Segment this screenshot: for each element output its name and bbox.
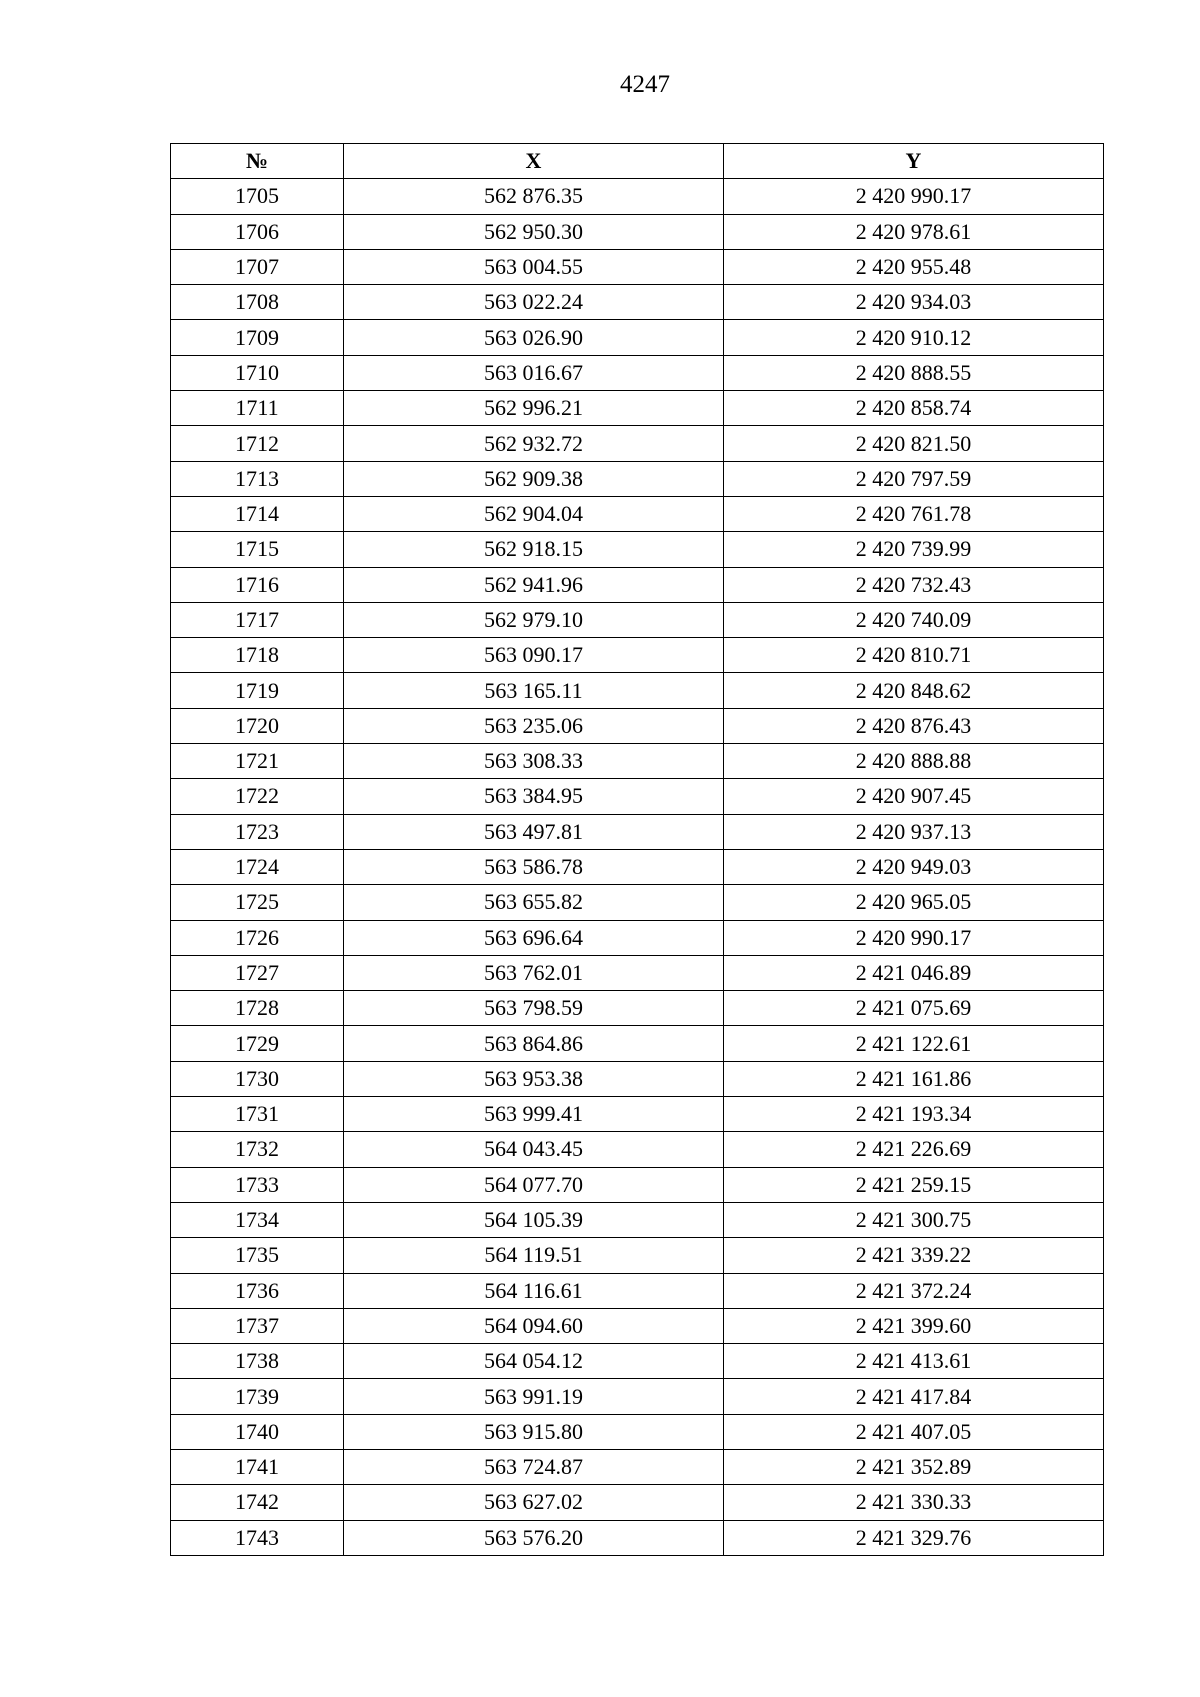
x-coordinate-cell: 563 497.81 [344, 814, 724, 849]
point-number-cell: 1712 [171, 426, 344, 461]
y-coordinate-cell: 2 420 732.43 [724, 567, 1104, 602]
point-number-cell: 1737 [171, 1308, 344, 1343]
x-coordinate-cell: 563 798.59 [344, 991, 724, 1026]
y-coordinate-cell: 2 421 300.75 [724, 1202, 1104, 1237]
y-coordinate-cell: 2 420 761.78 [724, 496, 1104, 531]
table-row [171, 1202, 1104, 1237]
table-row [171, 567, 1104, 602]
table-row [171, 885, 1104, 920]
point-number-cell: 1738 [171, 1344, 344, 1379]
y-coordinate-cell: 2 420 888.88 [724, 744, 1104, 779]
point-number-cell: 1716 [171, 567, 344, 602]
y-coordinate-cell: 2 420 934.03 [724, 285, 1104, 320]
table-row [171, 1026, 1104, 1061]
point-number-cell: 1714 [171, 496, 344, 531]
point-number-cell: 1711 [171, 391, 344, 426]
point-number-cell: 1743 [171, 1520, 344, 1555]
table-row [171, 991, 1104, 1026]
y-coordinate-cell: 2 421 339.22 [724, 1238, 1104, 1273]
y-coordinate-cell: 2 420 797.59 [724, 461, 1104, 496]
x-coordinate-cell: 563 004.55 [344, 249, 724, 284]
y-coordinate-cell: 2 421 352.89 [724, 1449, 1104, 1484]
x-coordinate-cell: 563 864.86 [344, 1026, 724, 1061]
x-coordinate-cell: 563 762.01 [344, 955, 724, 990]
y-coordinate-cell: 2 421 329.76 [724, 1520, 1104, 1555]
page-number: 4247 [620, 71, 670, 98]
x-coordinate-cell: 563 999.41 [344, 1097, 724, 1132]
point-number-cell: 1726 [171, 920, 344, 955]
table-row [171, 1167, 1104, 1202]
x-coordinate-cell: 563 627.02 [344, 1485, 724, 1520]
table-row [171, 355, 1104, 390]
y-coordinate-cell: 2 421 193.34 [724, 1097, 1104, 1132]
y-coordinate-cell: 2 420 910.12 [724, 320, 1104, 355]
table-row [171, 638, 1104, 673]
table-row [171, 814, 1104, 849]
x-coordinate-cell: 563 090.17 [344, 638, 724, 673]
point-number-cell: 1725 [171, 885, 344, 920]
point-number-cell: 1721 [171, 744, 344, 779]
y-coordinate-cell: 2 420 821.50 [724, 426, 1104, 461]
x-coordinate-cell: 564 043.45 [344, 1132, 724, 1167]
point-number-cell: 1720 [171, 708, 344, 743]
x-coordinate-cell: 563 991.19 [344, 1379, 724, 1414]
table-row [171, 602, 1104, 637]
x-coordinate-cell: 563 022.24 [344, 285, 724, 320]
y-coordinate-cell: 2 420 740.09 [724, 602, 1104, 637]
point-number-cell: 1728 [171, 991, 344, 1026]
y-coordinate-cell: 2 421 417.84 [724, 1379, 1104, 1414]
table-row [171, 1273, 1104, 1308]
point-number-cell: 1730 [171, 1061, 344, 1096]
point-number-cell: 1731 [171, 1097, 344, 1132]
y-coordinate-cell: 2 421 372.24 [724, 1273, 1104, 1308]
y-coordinate-cell: 2 420 858.74 [724, 391, 1104, 426]
x-coordinate-cell: 562 941.96 [344, 567, 724, 602]
header-row [171, 144, 1104, 179]
y-coordinate-cell: 2 420 990.17 [724, 179, 1104, 214]
x-coordinate-cell: 562 918.15 [344, 532, 724, 567]
point-number-cell: 1733 [171, 1167, 344, 1202]
point-number-cell: 1735 [171, 1238, 344, 1273]
x-coordinate-cell: 563 953.38 [344, 1061, 724, 1096]
table-row [171, 1520, 1104, 1555]
point-number-cell: 1713 [171, 461, 344, 496]
table-row [171, 532, 1104, 567]
point-number-cell: 1742 [171, 1485, 344, 1520]
y-coordinate-cell: 2 420 739.99 [724, 532, 1104, 567]
point-number-cell: 1706 [171, 214, 344, 249]
point-number-cell: 1734 [171, 1202, 344, 1237]
point-number-cell: 1717 [171, 602, 344, 637]
y-coordinate-cell: 2 421 330.33 [724, 1485, 1104, 1520]
x-coordinate-cell: 563 165.11 [344, 673, 724, 708]
table-row [171, 1449, 1104, 1484]
x-coordinate-cell: 564 054.12 [344, 1344, 724, 1379]
x-coordinate-cell: 564 119.51 [344, 1238, 724, 1273]
table-row [171, 1485, 1104, 1520]
point-number-cell: 1723 [171, 814, 344, 849]
y-coordinate-cell: 2 420 949.03 [724, 849, 1104, 884]
x-coordinate-cell: 564 105.39 [344, 1202, 724, 1237]
table-row [171, 1097, 1104, 1132]
point-number-cell: 1705 [171, 179, 344, 214]
point-number-cell: 1740 [171, 1414, 344, 1449]
point-number-cell: 1710 [171, 355, 344, 390]
y-coordinate-cell: 2 420 990.17 [724, 920, 1104, 955]
table-row [171, 461, 1104, 496]
x-coordinate-cell: 562 932.72 [344, 426, 724, 461]
table-row [171, 708, 1104, 743]
header-x: X [344, 144, 724, 179]
x-coordinate-cell: 563 724.87 [344, 1449, 724, 1484]
coordinates-table [170, 143, 1104, 1556]
x-coordinate-cell: 563 308.33 [344, 744, 724, 779]
y-coordinate-cell: 2 420 848.62 [724, 673, 1104, 708]
y-coordinate-cell: 2 420 965.05 [724, 885, 1104, 920]
table-row [171, 249, 1104, 284]
table-row [171, 214, 1104, 249]
point-number-cell: 1709 [171, 320, 344, 355]
table-row [171, 391, 1104, 426]
x-coordinate-cell: 563 696.64 [344, 920, 724, 955]
y-coordinate-cell: 2 420 876.43 [724, 708, 1104, 743]
y-coordinate-cell: 2 421 046.89 [724, 955, 1104, 990]
point-number-cell: 1718 [171, 638, 344, 673]
table-row [171, 179, 1104, 214]
point-number-cell: 1727 [171, 955, 344, 990]
x-coordinate-cell: 563 016.67 [344, 355, 724, 390]
table-row [171, 320, 1104, 355]
point-number-cell: 1741 [171, 1449, 344, 1484]
x-coordinate-cell: 562 876.35 [344, 179, 724, 214]
table-body [171, 179, 1104, 1556]
y-coordinate-cell: 2 421 122.61 [724, 1026, 1104, 1061]
point-number-cell: 1719 [171, 673, 344, 708]
header-y: Y [724, 144, 1104, 179]
table-header [171, 144, 1104, 179]
x-coordinate-cell: 564 094.60 [344, 1308, 724, 1343]
y-coordinate-cell: 2 421 407.05 [724, 1414, 1104, 1449]
point-number-cell: 1724 [171, 849, 344, 884]
x-coordinate-cell: 564 116.61 [344, 1273, 724, 1308]
table-row [171, 496, 1104, 531]
table-row [171, 285, 1104, 320]
x-coordinate-cell: 563 384.95 [344, 779, 724, 814]
table-row [171, 849, 1104, 884]
point-number-cell: 1729 [171, 1026, 344, 1061]
x-coordinate-cell: 564 077.70 [344, 1167, 724, 1202]
point-number-cell: 1736 [171, 1273, 344, 1308]
table-row [171, 673, 1104, 708]
table-row [171, 920, 1104, 955]
y-coordinate-cell: 2 420 978.61 [724, 214, 1104, 249]
y-coordinate-cell: 2 421 413.61 [724, 1344, 1104, 1379]
x-coordinate-cell: 562 904.04 [344, 496, 724, 531]
point-number-cell: 1732 [171, 1132, 344, 1167]
y-coordinate-cell: 2 421 161.86 [724, 1061, 1104, 1096]
point-number-cell: 1739 [171, 1379, 344, 1414]
x-coordinate-cell: 562 996.21 [344, 391, 724, 426]
table-row [171, 1061, 1104, 1096]
y-coordinate-cell: 2 420 888.55 [724, 355, 1104, 390]
y-coordinate-cell: 2 420 955.48 [724, 249, 1104, 284]
y-coordinate-cell: 2 420 810.71 [724, 638, 1104, 673]
y-coordinate-cell: 2 421 226.69 [724, 1132, 1104, 1167]
table-row [171, 1344, 1104, 1379]
y-coordinate-cell: 2 421 075.69 [724, 991, 1104, 1026]
x-coordinate-cell: 562 979.10 [344, 602, 724, 637]
table-row [171, 955, 1104, 990]
table-row [171, 779, 1104, 814]
header-number: № [171, 144, 344, 179]
point-number-cell: 1715 [171, 532, 344, 567]
y-coordinate-cell: 2 421 399.60 [724, 1308, 1104, 1343]
x-coordinate-cell: 562 909.38 [344, 461, 724, 496]
x-coordinate-cell: 563 026.90 [344, 320, 724, 355]
x-coordinate-cell: 563 586.78 [344, 849, 724, 884]
x-coordinate-cell: 563 576.20 [344, 1520, 724, 1555]
table-row [171, 1132, 1104, 1167]
table-row [171, 1379, 1104, 1414]
point-number-cell: 1708 [171, 285, 344, 320]
table-row [171, 1308, 1104, 1343]
y-coordinate-cell: 2 421 259.15 [724, 1167, 1104, 1202]
table-row [171, 744, 1104, 779]
x-coordinate-cell: 563 915.80 [344, 1414, 724, 1449]
table-row [171, 1414, 1104, 1449]
x-coordinate-cell: 562 950.30 [344, 214, 724, 249]
table-row [171, 426, 1104, 461]
x-coordinate-cell: 563 235.06 [344, 708, 724, 743]
point-number-cell: 1722 [171, 779, 344, 814]
x-coordinate-cell: 563 655.82 [344, 885, 724, 920]
table-row [171, 1238, 1104, 1273]
y-coordinate-cell: 2 420 907.45 [724, 779, 1104, 814]
y-coordinate-cell: 2 420 937.13 [724, 814, 1104, 849]
point-number-cell: 1707 [171, 249, 344, 284]
